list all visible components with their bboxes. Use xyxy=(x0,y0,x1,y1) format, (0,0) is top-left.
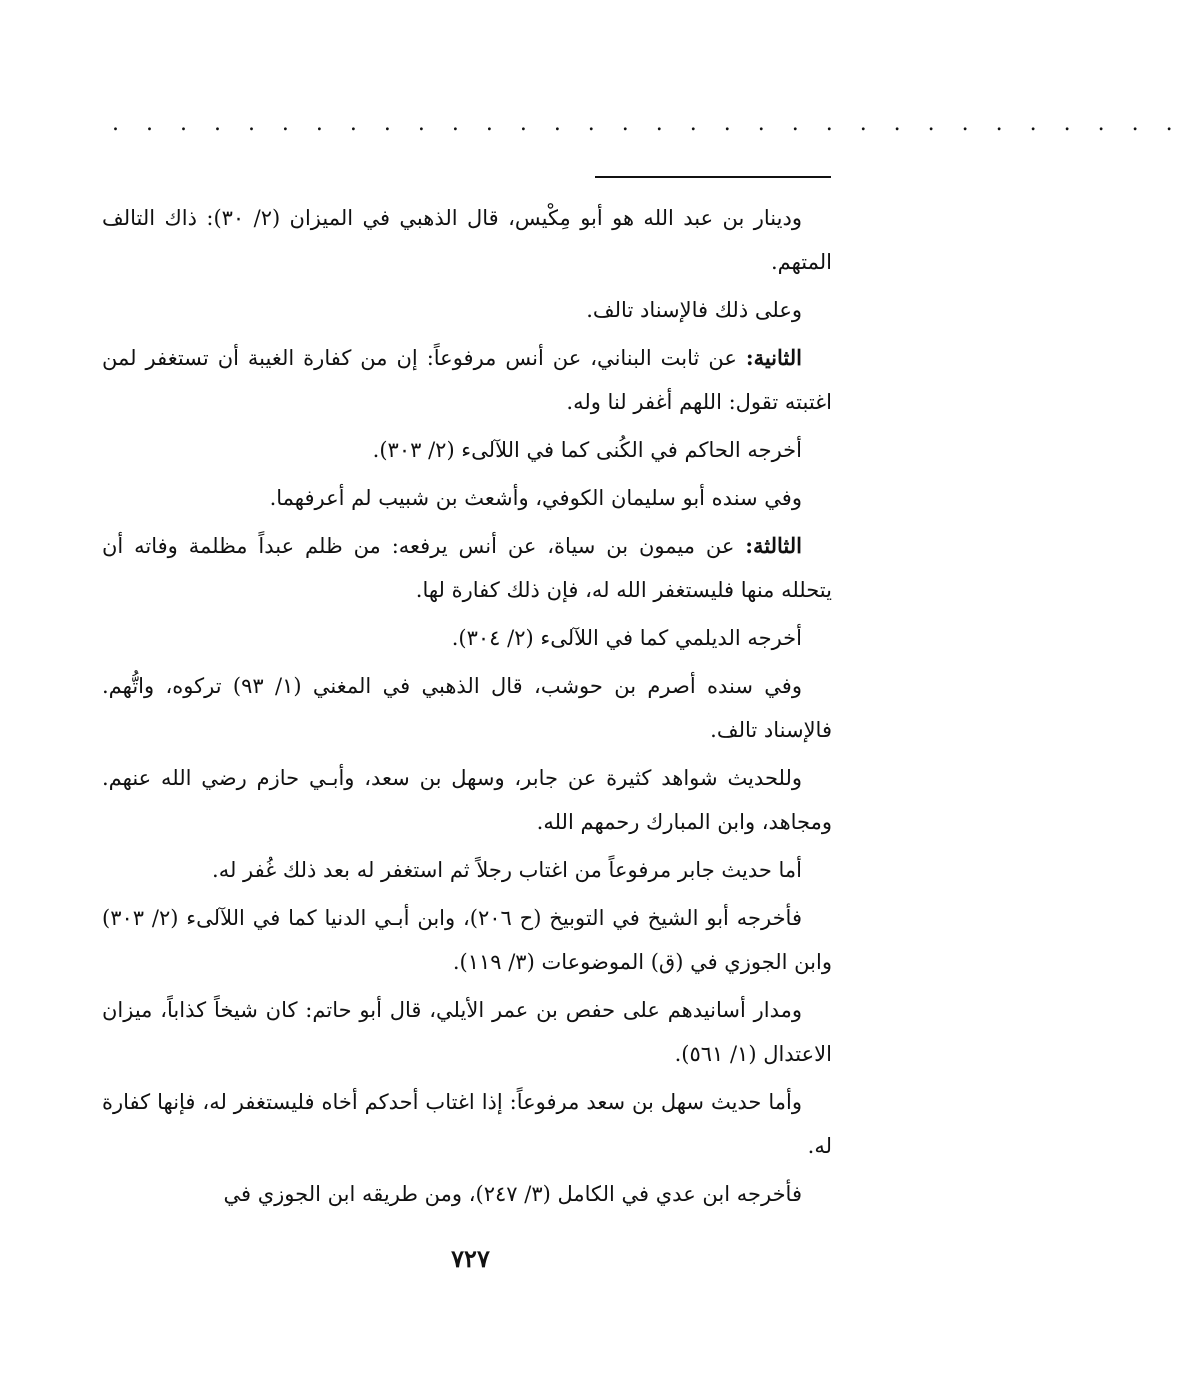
paragraph-text: وأما حديث سهل بن سعد مرفوعاً: إذا اغتاب أحدكم أخاه فليستغفر له، فإنها كفارة له. xyxy=(102,1090,832,1158)
footnote-rule xyxy=(595,176,831,178)
paragraph xyxy=(102,428,832,472)
paragraph xyxy=(102,848,832,892)
paragraph-text: فأخرجه أبو الشيخ في التوبيخ (ح ٢٠٦)، وابن أبـي الدنيا كما في اللآلىء (٢/ ٣٠٣) وابن الجوزي في (ق) الموضوعات (٣/ ١١٩). xyxy=(102,906,832,974)
paragraph-lead: الثالثة: xyxy=(745,533,802,558)
separator-dots: . . . . . . . . . . . . . . . . . . . . . . . . . . . . . . . . xyxy=(112,111,1183,136)
paragraph-text: وللحديث شواهد كثيرة عن جابر، وسهل بن سعد، وأبـي حازم رضي الله عنهم. ومجاهد، وابن المبارك رحمهم الله. xyxy=(102,766,832,834)
paragraph-text: فأخرجه ابن عدي في الكامل (٣/ ٢٤٧)، ومن طريقه ابن الجوزي في xyxy=(223,1182,802,1206)
paragraph-text: وعلى ذلك فالإسناد تالف. xyxy=(586,298,802,322)
paragraph xyxy=(102,288,832,332)
paragraph xyxy=(102,336,832,424)
paragraph xyxy=(102,524,832,612)
paragraph xyxy=(102,476,832,520)
paragraph xyxy=(102,664,832,752)
paragraph-text: عن ميمون بن سياة، عن أنس يرفعه: من ظلم عبداً مظلمة وفاته أن يتحلله منها فليستغفر الله له، فإن ذلك كفارة لها. xyxy=(102,534,832,602)
paragraph xyxy=(102,1080,832,1168)
paragraph xyxy=(102,756,832,844)
paragraph xyxy=(102,196,832,284)
paragraph xyxy=(102,616,832,660)
paragraph-lead: الثانية: xyxy=(745,345,802,370)
paragraph-text: أخرجه الديلمي كما في اللآلىء (٢/ ٣٠٤). xyxy=(451,626,802,650)
page-number: ٧٢٧ xyxy=(451,1244,490,1273)
paragraph xyxy=(102,896,832,984)
paragraph-text: أخرجه الحاكم في الكُنى كما في اللآلىء (٢/ ٣٠٣). xyxy=(372,438,802,462)
paragraph-text: ودينار بن عبد الله هو أبو مِكْيس، قال الذهبي في الميزان (٢/ ٣٠): ذاك التالف المتهم. xyxy=(102,206,832,274)
main-text xyxy=(102,196,832,1220)
paragraph-text: وفي سنده أبو سليمان الكوفي، وأشعث بن شبيب لم أعرفهما. xyxy=(269,486,802,510)
paragraph xyxy=(102,988,832,1076)
paragraph xyxy=(102,1172,832,1216)
paragraph-text: أما حديث جابر مرفوعاً من اغتاب رجلاً ثم استغفر له بعد ذلك غُفر له. xyxy=(212,858,802,882)
paragraph-text: وفي سنده أصرم بن حوشب، قال الذهبي في المغني (١/ ٩٣) تركوه، واتُّهم. فالإسناد تالف. xyxy=(102,674,832,742)
paragraph-text: عن ثابت البناني، عن أنس مرفوعاً: إن من كفارة الغيبة أن تستغفر لمن اغتبته تقول: اللهم أغفر لنا وله. xyxy=(102,346,832,414)
paragraph-text: ومدار أسانيدهم على حفص بن عمر الأيلي، قال أبو حاتم: كان شيخاً كذاباً، ميزان الاعتدال (١/ ٥٦١). xyxy=(102,998,832,1066)
